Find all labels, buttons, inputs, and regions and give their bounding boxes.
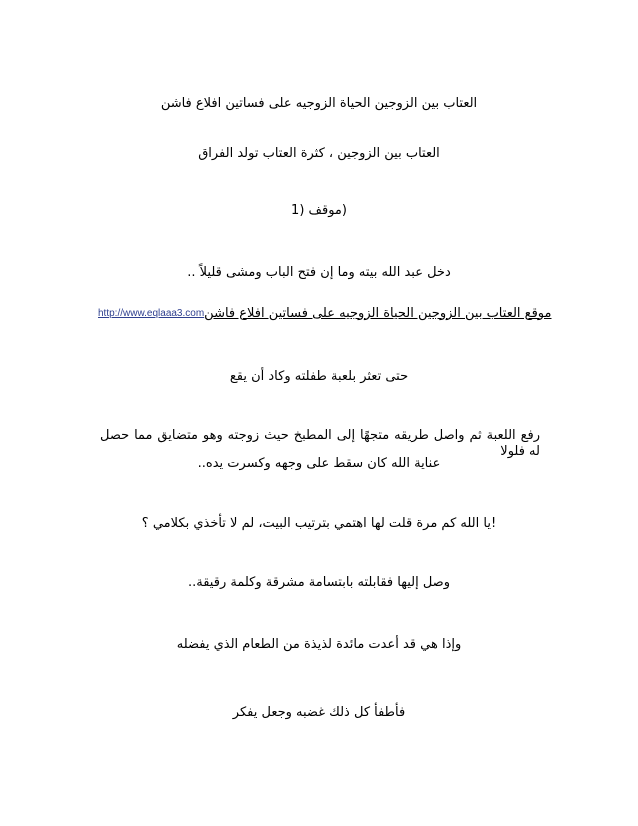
paragraph-1: دخل عبد الله بيته وما إن فتح الباب ومشى قليلاً .. — [187, 265, 451, 280]
paragraph-3-line-2: عناية الله كان سقط على وجهه وكسرت يده.. — [197, 456, 441, 471]
source-title-link[interactable]: موقع العتاب بين الزوجين الحياة الزوجيه على فساتين افلاع فاشن — [204, 305, 552, 321]
paragraph-6: وإذا هي قد أعدت مائدة لذيذة من الطعام الذي يفضله — [176, 637, 462, 652]
document-title: العتاب بين الزوجين الحياة الزوجيه على فساتين افلاع فاشن — [160, 96, 478, 111]
section-label: (موقف (1 — [291, 203, 347, 218]
paragraph-2: حتى تعثر بلعبة طفلته وكاد أن يقع — [229, 369, 409, 384]
paragraph-4: !يا الله كم مرة قلت لها اهتمي بترتيب البيت، لم لا تأخذي بكلامي ؟ — [141, 516, 497, 531]
source-url-link[interactable]: http://www.eqlaaa3.com — [98, 307, 205, 319]
paragraph-3-line-1: رفع اللعبة ثم واصل طريقه متجهًا إلى المطبخ حيث زوجته وهو متضايق مما حصل له فلولا — [100, 428, 540, 459]
paragraph-5: وصل إليها فقابلته بابتسامة مشرقة وكلمة رقيقة.. — [188, 575, 450, 590]
source-link-row — [98, 304, 552, 322]
document-subtitle: العتاب بين الزوجين ، كثرة العتاب تولد الفراق — [198, 146, 440, 161]
paragraph-7: فأطفأ كل ذلك غضبه وجعل يفكر — [232, 705, 406, 720]
